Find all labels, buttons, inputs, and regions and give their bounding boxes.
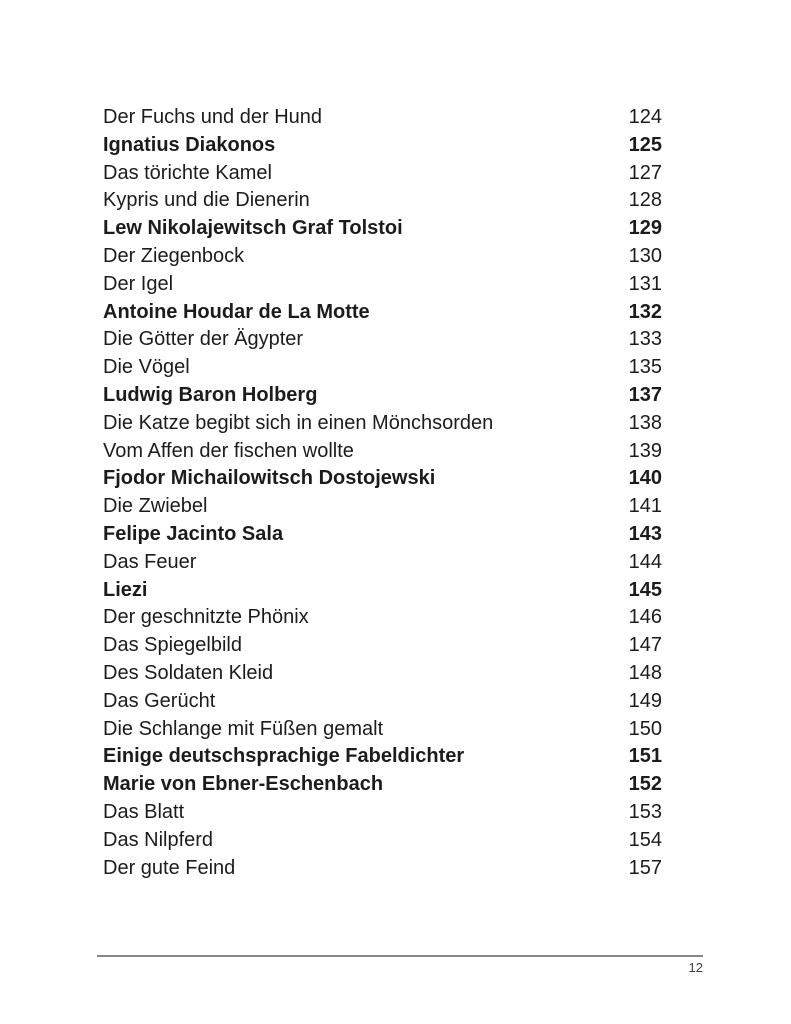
footer-divider: [97, 955, 703, 957]
toc-entry-page-number: 125: [628, 133, 662, 156]
toc-entry: [103, 521, 662, 549]
toc-entry: [103, 299, 662, 327]
page-number: 12: [688, 960, 703, 975]
toc-entry: [103, 438, 662, 466]
toc-entry: [103, 549, 662, 577]
toc-entry-page-number: 128: [628, 189, 662, 212]
toc-entry-title: Das Feuer: [103, 550, 197, 573]
toc-entry-title: Einige deutschsprachige Fabeldichter: [103, 745, 465, 768]
toc-entry-title: Vom Affen der fischen wollte: [103, 439, 354, 462]
toc-entry: [103, 104, 662, 132]
toc-entry-page-number: 153: [628, 800, 662, 823]
toc-entry-title: Lew Nikolajewitsch Graf Tolstoi: [103, 217, 403, 240]
toc-entry: [103, 688, 662, 716]
toc-entry-title: Das törichte Kamel: [103, 161, 272, 184]
toc-entry: [103, 827, 662, 855]
toc-entry: [103, 493, 662, 521]
toc-entry-page-number: 131: [628, 272, 662, 295]
toc-entry-title: Der Ziegenbock: [103, 244, 245, 267]
toc-entry-title: Ludwig Baron Holberg: [103, 383, 318, 406]
toc-entry: [103, 577, 662, 605]
toc-entry-title: Kypris und die Dienerin: [103, 189, 310, 212]
toc-entry-title: Der gute Feind: [103, 856, 236, 879]
toc-entry: [103, 160, 662, 188]
toc-entry-page-number: 133: [628, 328, 662, 351]
toc-entry: [103, 716, 662, 744]
toc-entry-title: Das Blatt: [103, 800, 185, 823]
toc-entry: [103, 410, 662, 438]
toc-entry-page-number: 150: [628, 717, 662, 740]
toc-entry: [103, 660, 662, 688]
toc-entry-page-number: 157: [628, 856, 662, 879]
table-of-contents: [103, 104, 662, 882]
toc-entry-title: Die Zwiebel: [103, 495, 208, 518]
toc-entry-title: Das Spiegelbild: [103, 634, 242, 657]
toc-entry-title: Fjodor Michailowitsch Dostojewski: [103, 467, 436, 490]
toc-entry-title: Das Gerücht: [103, 689, 216, 712]
toc-entry-page-number: 135: [628, 356, 662, 379]
toc-entry: [103, 771, 662, 799]
toc-entry-page-number: 144: [628, 550, 662, 573]
toc-entry-page-number: 141: [628, 495, 662, 518]
toc-entry: [103, 243, 662, 271]
toc-entry: [103, 855, 662, 883]
toc-entry: [103, 271, 662, 299]
toc-entry: [103, 604, 662, 632]
toc-entry-page-number: 145: [628, 578, 662, 601]
toc-entry: [103, 326, 662, 354]
toc-entry-page-number: 137: [628, 383, 662, 406]
toc-entry-page-number: 138: [628, 411, 662, 434]
toc-entry-title: Marie von Ebner-Eschenbach: [103, 773, 384, 796]
toc-entry-page-number: 149: [628, 689, 662, 712]
toc-entry: [103, 743, 662, 771]
toc-entry-page-number: 132: [628, 300, 662, 323]
toc-entry-title: Der Igel: [103, 272, 174, 295]
toc-entry: [103, 632, 662, 660]
toc-entry-page-number: 148: [628, 661, 662, 684]
toc-entry-page-number: 129: [628, 217, 662, 240]
toc-entry: [103, 215, 662, 243]
toc-entry-title: Felipe Jacinto Sala: [103, 522, 284, 545]
toc-entry: [103, 354, 662, 382]
toc-entry: [103, 799, 662, 827]
toc-entry-page-number: 151: [628, 745, 662, 768]
toc-entry-page-number: 139: [628, 439, 662, 462]
toc-entry-title: Des Soldaten Kleid: [103, 661, 274, 684]
toc-entry-title: Der geschnitzte Phönix: [103, 606, 309, 629]
page-footer: [97, 955, 703, 975]
toc-entry-title: Liezi: [103, 578, 148, 601]
toc-entry-title: Die Vögel: [103, 356, 190, 379]
toc-entry-title: Der Fuchs und der Hund: [103, 106, 323, 128]
toc-entry: [103, 382, 662, 410]
toc-entry-page-number: 154: [628, 828, 662, 851]
toc-entry-page-number: 127: [628, 161, 662, 184]
toc-entry-page-number: 130: [628, 244, 662, 267]
toc-entry-title: Das Nilpferd: [103, 828, 214, 851]
toc-entry-title: Die Götter der Ägypter: [103, 328, 304, 351]
toc-entry: [103, 465, 662, 493]
toc-entry-title: Die Schlange mit Füßen gemalt: [103, 717, 384, 740]
toc-entry-title: Antoine Houdar de La Motte: [103, 300, 370, 323]
toc-entry-page-number: 147: [628, 634, 662, 657]
toc-entry-page-number: 143: [628, 522, 662, 545]
toc-entry-page-number: 152: [628, 773, 662, 796]
toc-entry-page-number: 146: [628, 606, 662, 629]
toc-entry-page-number: 140: [628, 467, 662, 490]
toc-entry-title: Die Katze begibt sich in einen Mönchsorden: [103, 411, 494, 434]
toc-entry-page-number: 124: [628, 106, 662, 128]
toc-entry: [103, 132, 662, 160]
toc-entry-title: Ignatius Diakonos: [103, 133, 276, 156]
toc-entry: [103, 187, 662, 215]
